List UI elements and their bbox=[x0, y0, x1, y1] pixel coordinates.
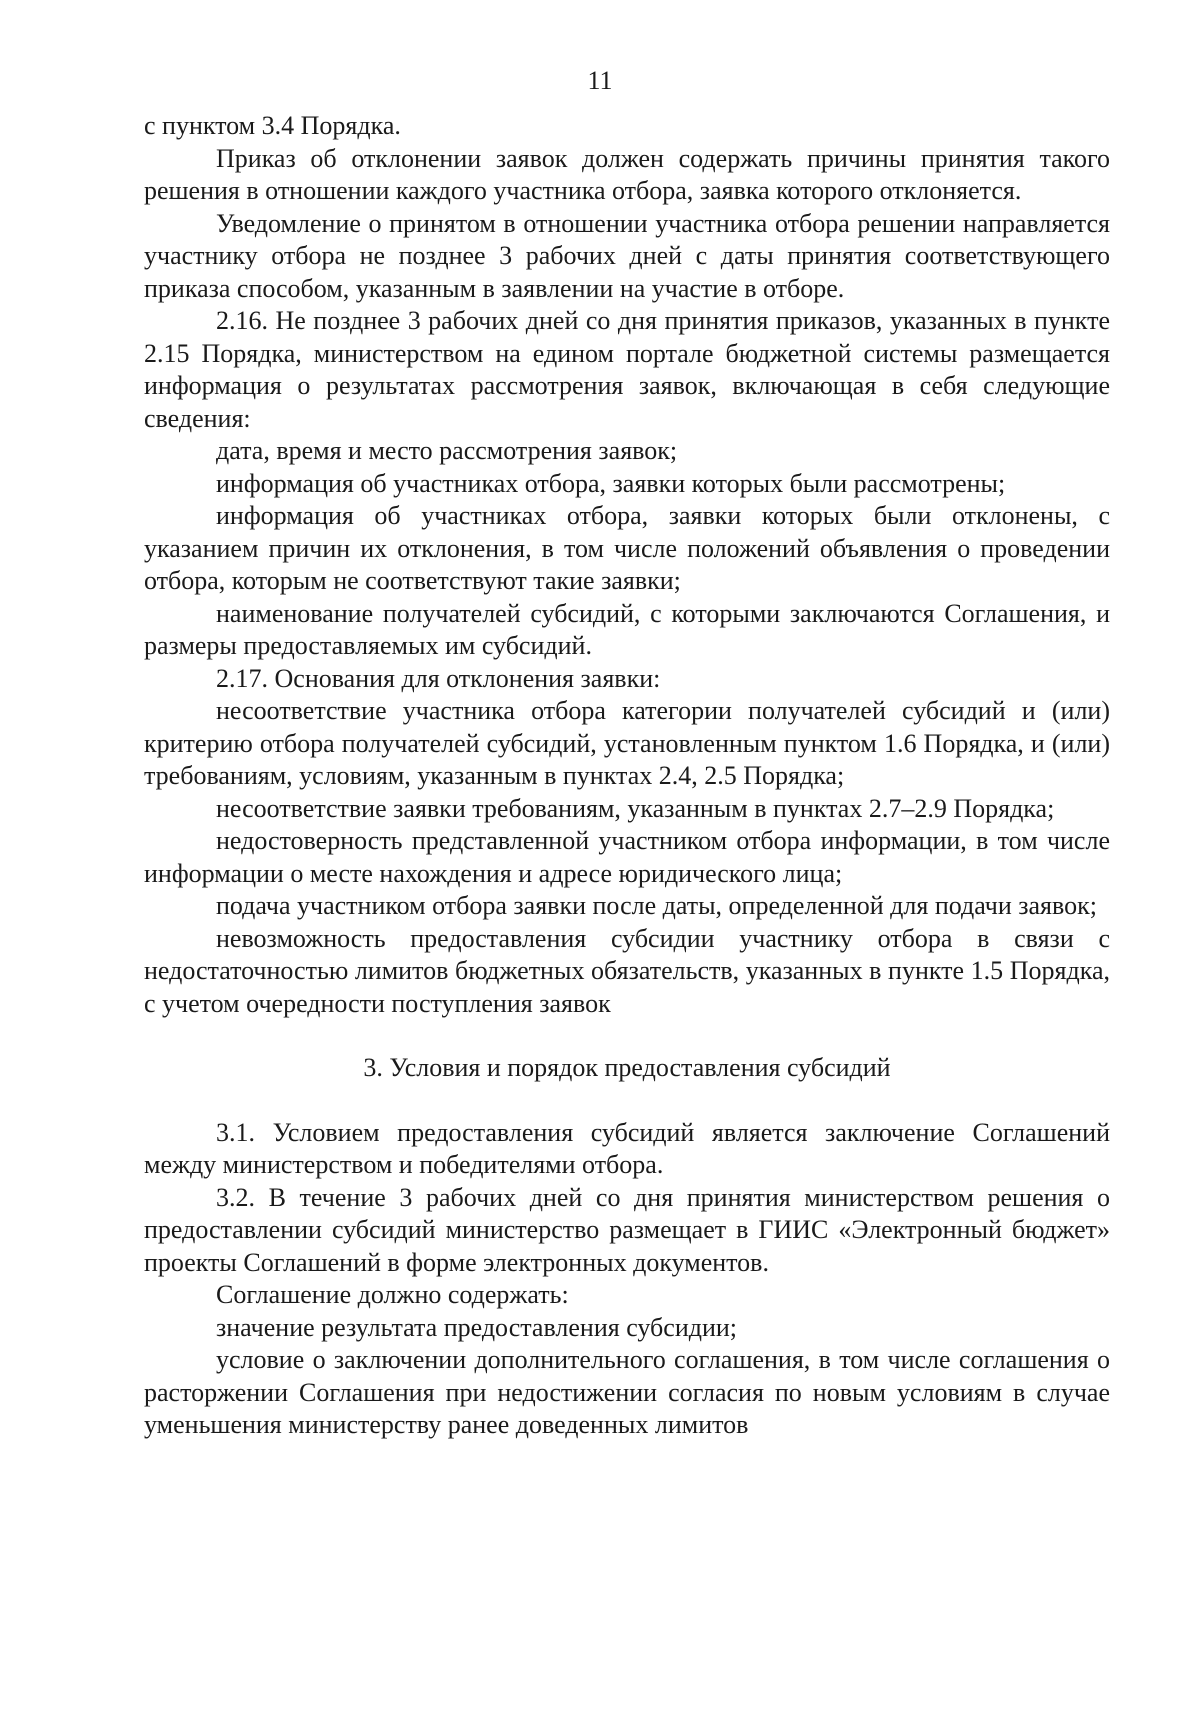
list-item: невозможность предоставления субсидии участнику отбора в связи с недостаточностью лимитов бюджетных обязательств, указанных в пункте 1.5 Порядка, с учетом очередности поступления заявок bbox=[144, 923, 1110, 1018]
paragraph-3-2: 3.2. В течение 3 рабочих дней со дня принятия министерством решения о предоставлении субсидий министерство размещает в ГИИС «Электронный бюджет» проекты Соглашений в форме электронных документов. bbox=[144, 1182, 1110, 1277]
list-item: несоответствие участника отбора категории получателей субсидий и (или) критерию отбора получателей субсидий, установленным пунктом 1.6 Порядка, и (или) требованиям, условиям, указанным в пунктах 2.4, 2.5 Порядка; bbox=[144, 696, 1110, 790]
list-item: наименование получателей субсидий, с которыми заключаются Соглашения, и размеры предоставляемых им субсидий. bbox=[144, 598, 1110, 660]
list-item: информация об участниках отбора, заявки которых были рассмотрены; bbox=[216, 468, 1006, 498]
paragraph: Уведомление о принятом в отношении участника отбора решении направляется участнику отбора не позднее 3 рабочих дней с даты принятия соответствующего приказа способом, указанным в заявлении на участие в отборе. bbox=[144, 208, 1110, 303]
section-heading: 3. Условия и порядок предоставления субсидий bbox=[363, 1053, 891, 1082]
section-spacer bbox=[144, 1020, 1110, 1052]
paragraph-3-1: 3.1. Условием предоставления субсидий является заключение Соглашений между министерством и победителями отбора. bbox=[144, 1117, 1110, 1179]
list-item: несоответствие заявки требованиям, указанным в пунктах 2.7–2.9 Порядка; bbox=[216, 793, 1055, 823]
document-body bbox=[144, 110, 1110, 1442]
paragraph: с пунктом 3.4 Порядка. bbox=[144, 111, 401, 140]
section-spacer bbox=[144, 1085, 1110, 1117]
page-number: 11 bbox=[587, 66, 613, 95]
paragraph: Приказ об отклонении заявок должен содержать причины принятия такого решения в отношении каждого участника отбора, заявка которого отклоняется. bbox=[144, 143, 1110, 205]
list-item: недостоверность представленной участником отбора информации, в том числе информации о месте нахождения и адресе юридического лица; bbox=[144, 826, 1110, 888]
paragraph-2-17: 2.17. Основания для отклонения заявки: bbox=[216, 663, 661, 693]
list-item: условие о заключении дополнительного соглашения, в том числе соглашения о расторжении Соглашения при недостижении согласия по новым условиям в случае уменьшения министерству ранее доведенных лимитов bbox=[144, 1345, 1110, 1439]
paragraph-2-16: 2.16. Не позднее 3 рабочих дней со дня принятия приказов, указанных в пункте 2.15 Порядка, министерством на едином портале бюджетной системы размещается информация о результатах рассмотрения заявок, включающая в себя следующие сведения: bbox=[144, 306, 1110, 433]
list-item: дата, время и место рассмотрения заявок; bbox=[216, 436, 678, 465]
list-item: подача участником отбора заявки после даты, определенной для подачи заявок; bbox=[216, 891, 1097, 920]
list-item: информация об участниках отбора, заявки которых были отклонены, с указанием причин их отклонения, в том числе положений объявления о проведении отбора, которым не соответствуют такие заявки; bbox=[144, 501, 1110, 595]
paragraph: Соглашение должно содержать: bbox=[216, 1280, 569, 1309]
list-item: значение результата предоставления субсидии; bbox=[216, 1312, 738, 1342]
